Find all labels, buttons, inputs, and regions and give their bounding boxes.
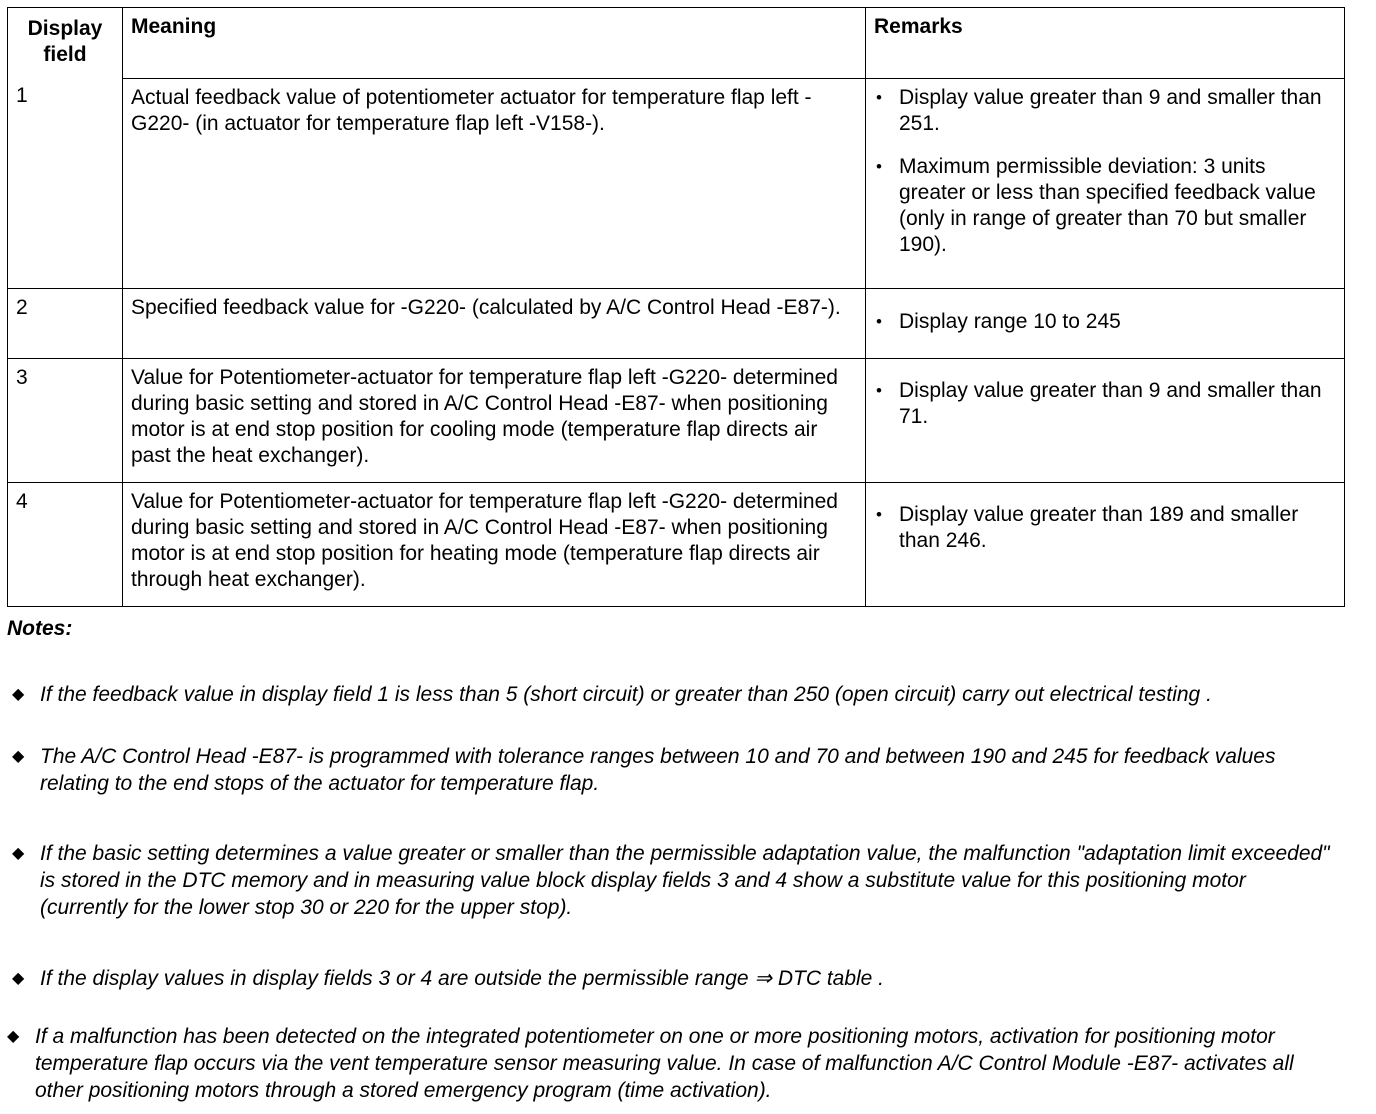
bullet-icon: • xyxy=(876,157,882,176)
display-fields-table xyxy=(7,7,1345,607)
note-item: ◆ If the basic setting determines a value greater or smaller than the permissible adaptation value, the malfunction "adaptation limit exceeded" is stored in the DTC memory and in measuring value block display fields 3 and 4 show a substitute value for this positioning motor (currently for the lower stop 30 or 220 for the upper stop). xyxy=(12,842,1330,919)
header-display-field: Display field xyxy=(8,8,123,79)
table-header-row xyxy=(8,8,1345,79)
meaning-cell: Value for Potentiometer-actuator for temperature flap left -G220- determined during basic setting and stored in A/C Control Head -E87- when positioning motor is at end stop position for heating mode (temperature flap directs air through heat exchanger). xyxy=(123,483,866,607)
display-field-number: 2 xyxy=(8,289,123,359)
note-item: ◆ The A/C Control Head -E87- is programmed with tolerance ranges between 10 and 70 and between 190 and 245 for feedback values relating to the end stops of the actuator for temperature flap. xyxy=(12,745,1276,795)
note-item: ◆ If the feedback value in display field 1 is less than 5 (short circuit) or greater than 250 (open circuit) carry out electrical testing . xyxy=(12,683,1212,706)
bullet-icon: • xyxy=(876,88,882,107)
table-row xyxy=(8,483,1345,607)
remarks-cell xyxy=(866,289,1345,359)
display-field-number: 1 xyxy=(8,79,123,289)
meaning-cell: Specified feedback value for -G220- (calculated by A/C Control Head -E87-). xyxy=(123,289,866,359)
remarks-cell xyxy=(866,79,1345,289)
meaning-cell: Value for Potentiometer-actuator for temperature flap left -G220- determined during basic setting and stored in A/C Control Head -E87- when positioning motor is at end stop position for cooling mode (temperature flap directs air past the heat exchanger). xyxy=(123,359,866,483)
diamond-bullet-icon: ◆ xyxy=(12,686,25,703)
remarks-cell xyxy=(866,359,1345,483)
meaning-cell: Actual feedback value of potentiometer actuator for temperature flap left -G220- (in actuator for temperature flap left -V158-). xyxy=(123,79,866,289)
remark-item: • Display value greater than 189 and smaller than 246. xyxy=(876,503,1299,552)
remark-item: • Display range 10 to 245 xyxy=(876,310,1121,333)
header-meaning: Meaning xyxy=(123,8,866,79)
remark-item: • Display value greater than 9 and smaller than 251. xyxy=(876,86,1322,135)
notes-title: Notes: xyxy=(7,617,73,640)
bullet-icon: • xyxy=(876,381,882,400)
table-row xyxy=(8,359,1345,483)
remarks-cell xyxy=(866,483,1345,607)
table-row xyxy=(8,79,1345,289)
diamond-bullet-icon: ◆ xyxy=(12,845,25,862)
display-field-number: 3 xyxy=(8,359,123,483)
table-row xyxy=(8,289,1345,359)
display-field-number: 4 xyxy=(8,483,123,607)
remark-item: • Maximum permissible deviation: 3 units greater or less than specified feedback value (only in range of greater than 70 but smaller 190). xyxy=(876,155,1316,256)
remark-item: • Display value greater than 9 and smaller than 71. xyxy=(876,379,1322,428)
diamond-bullet-icon: ◆ xyxy=(12,970,25,987)
diamond-bullet-icon: ◆ xyxy=(7,1028,20,1045)
bullet-icon: • xyxy=(876,505,882,524)
note-item: ◆ If a malfunction has been detected on the integrated potentiometer on one or more positioning motors, activation for positioning motor temperature flap occurs via the vent temperature sensor measuring value. In case of malfunction A/C Control Module -E87- activates all other positioning motors through a stored emergency program (time activation). xyxy=(7,1025,1294,1102)
note-item: ◆ If the display values in display fields 3 or 4 are outside the permissible range ⇒ DTC table . xyxy=(12,967,885,990)
bullet-icon: • xyxy=(876,312,882,331)
diamond-bullet-icon: ◆ xyxy=(12,748,25,765)
header-remarks: Remarks xyxy=(866,8,1345,79)
